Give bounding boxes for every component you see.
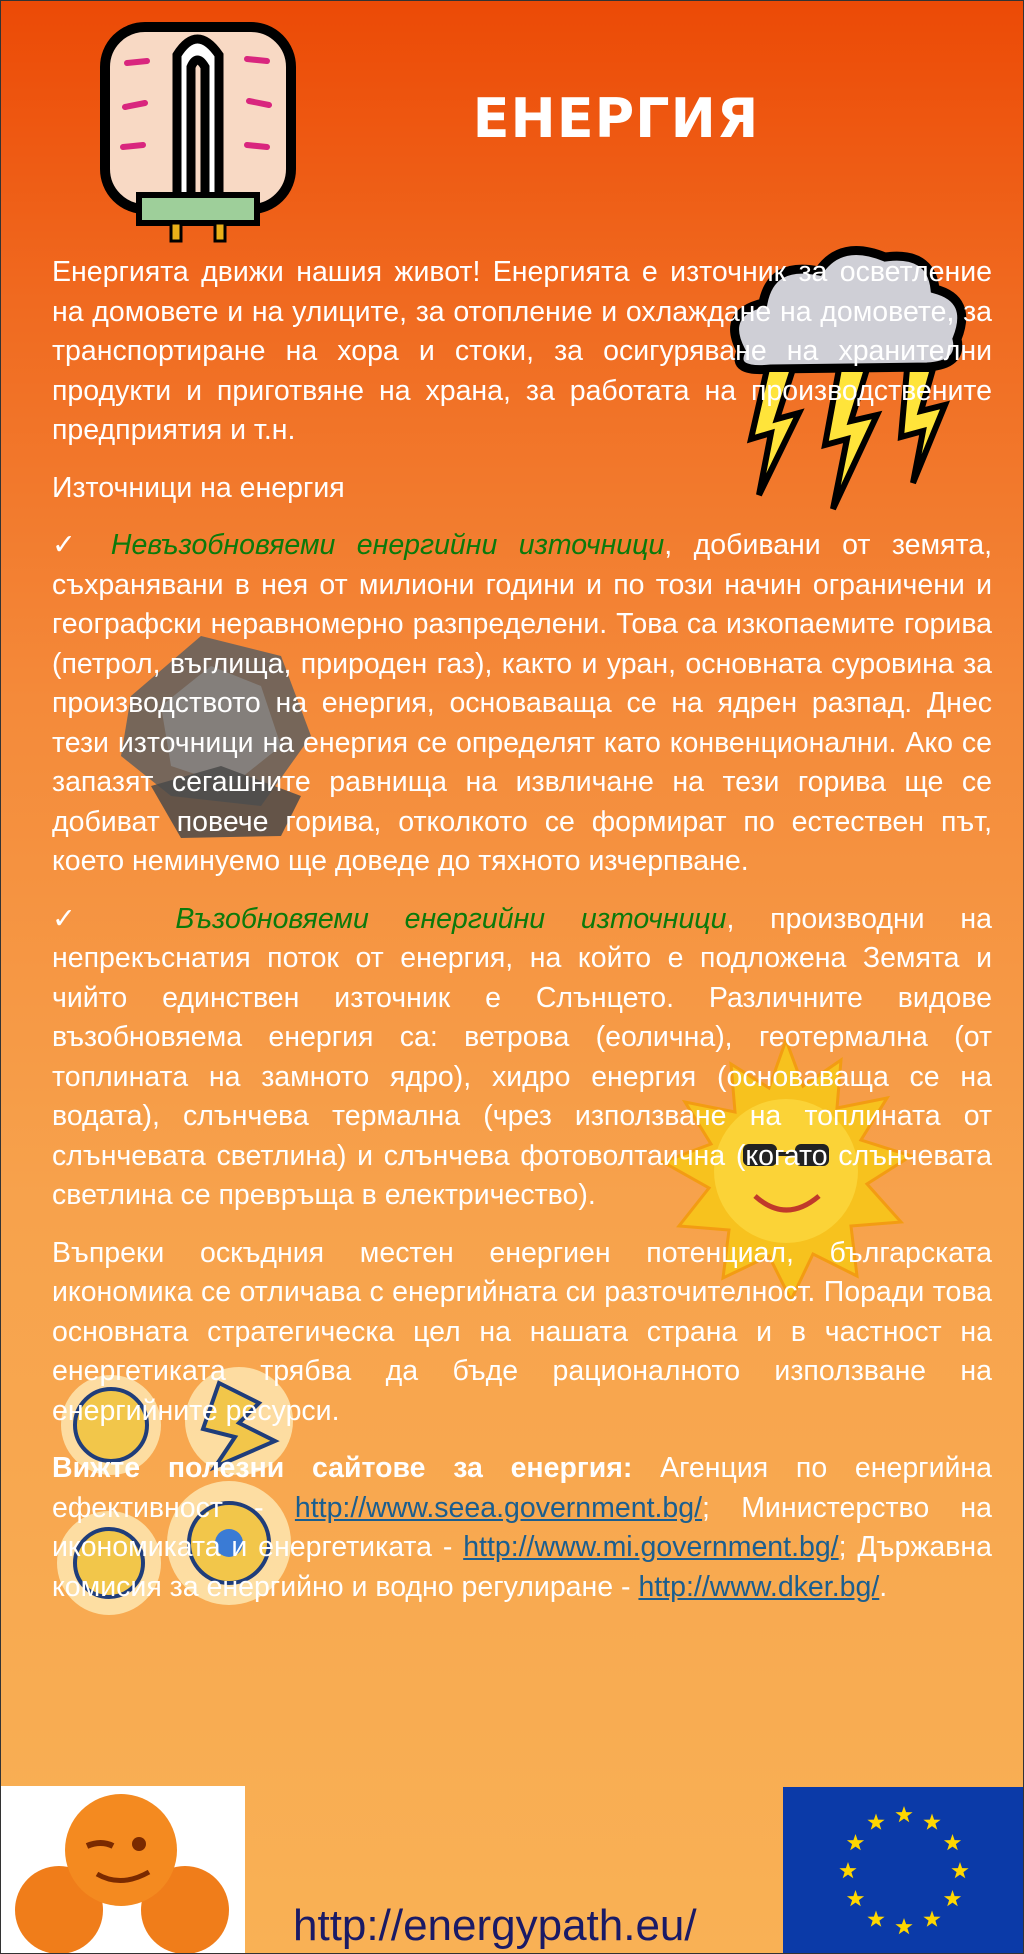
dker-link[interactable]: http://www.dker.bg/ (638, 1570, 880, 1603)
energypath-logo (1, 1786, 245, 1954)
eu-star (944, 1834, 961, 1850)
intro-paragraph: Енергията движи нашия живот! Енергията е източник за осветление на домовете и на улиците, за отопление и охлаждане на домовете, за транспортиране на хора и стоки, за осигуряване на хранителни продукти и приготвяне на храна, за работата на производствените предприятия и т.н. (52, 256, 992, 446)
eu-star (847, 1890, 864, 1906)
seea-link[interactable]: http://www.seea.government.bg/ (294, 1491, 703, 1524)
non-renewable-paragraph (52, 526, 992, 882)
non-renewable-text: , добивани от земята, съхранявани в нея от милиони години и по този начин ограничени и географски неравномерно разпределени. Това са изкопаемите горива (петрол, въглища, природен газ), както и уран, основната суровина за производството на енергия, основаваща се на ядрен разпад. Днес тези източници на енергия се определят като конвенционални. Ако се запазят сегашните равнища на извличане на тези горива ще се добиват повече горива, отколкото се формират по естествен път, което неминуемо ще доведе до тяхното изчерпване. (52, 529, 992, 877)
eu-star (895, 1918, 912, 1934)
links-lead: Вижте полезни сайтове за енергия: (52, 1452, 633, 1484)
energy-saving-bulb-icon (97, 15, 301, 247)
content (52, 253, 992, 1625)
eu-star (944, 1890, 961, 1906)
eu-flag (783, 1787, 1024, 1954)
links-text-4: . (879, 1570, 888, 1603)
links-paragraph (52, 1449, 992, 1607)
sources-heading: Източници на енергия (52, 471, 345, 504)
check-icon: ✓ (52, 529, 90, 561)
check-icon: ✓ (52, 902, 104, 935)
links-text-3: ; Държавна комисия за енергийно и водно регулиране - (52, 1531, 992, 1603)
mi-link[interactable]: http://www.mi.government.bg/ (463, 1531, 839, 1563)
eu-star (847, 1834, 864, 1850)
renewable-paragraph (52, 900, 992, 1216)
eu-star (923, 1814, 940, 1830)
eu-star (951, 1862, 968, 1878)
energypath-logo-icon (1, 1786, 245, 1954)
renewable-text: , производни на непрекъснатия поток от енергия, на който е подложена Земята и чийто единствен източник е Слънцето. Различните видове възобновяема енергия са: ветрова (еолична), геотермална (от топлината на замното ядро), хидро енергия (основаваща се на водата), слънчева термална (чрез използване на топлината от слънчевата светлина) и слънчева фотоволтаична (когато слънчевата светлина се превръща в електричество). (52, 902, 992, 1211)
eu-star (839, 1862, 856, 1878)
footer-url[interactable]: http://energypath.eu/ (293, 1901, 697, 1950)
renewable-label: Възобновяеми енергийни източници (175, 902, 727, 935)
eu-star (895, 1806, 912, 1822)
eu-star (867, 1814, 884, 1830)
links-text-1: Агенция по енергийна ефективност - (52, 1452, 992, 1524)
links-text-2: ; Министерство на икономиката и енергетиката - (52, 1491, 992, 1563)
eu-flag-icon (783, 1787, 1024, 1954)
page-title: ЕНЕРГИЯ (472, 87, 760, 150)
eu-star (867, 1911, 884, 1927)
non-renewable-label: Невъзобновяеми енергийни източници (110, 529, 665, 561)
eu-star (923, 1911, 940, 1927)
economy-paragraph: Въпреки оскъдния местен енергиен потенциал, българската икономика се отличава с енергийната си разточителност. Поради това основната стратегическа цел на нашата страна и в частност на енергетиката трябва да бъде рационалното използване на енергийните ресурси. (52, 1236, 992, 1427)
